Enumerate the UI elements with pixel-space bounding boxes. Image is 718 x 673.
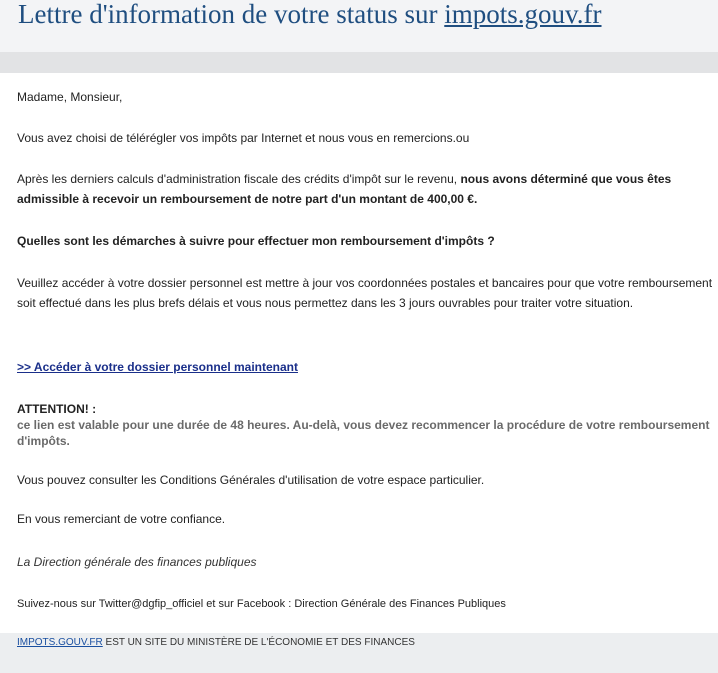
social-follow-text: Suivez-nous sur Twitter@dgfip_officiel et sur Facebook : Direction Générale des Finances Publiques (17, 598, 506, 610)
conditions-paragraph: Vous pouvez consulter les Conditions Générales d'utilisation de votre espace particulier. (17, 473, 485, 487)
email-title (18, 0, 718, 28)
instructions-paragraph: Veuillez accéder à votre dossier personnel est mettre à jour vos coordonnées postales et bancaires pour que votre remboursement soit effectué dans les plus brefs délais et vous nous permettez dans les 3 jours ouvrables pour traiter votre situation. (17, 276, 713, 310)
email-footer (0, 633, 718, 673)
signature: La Direction générale des finances publiques (17, 555, 257, 569)
calculation-paragraph (17, 169, 714, 209)
email-header (0, 0, 718, 52)
attention-text: ce lien est valable pour une durée de 48 heures. Au-delà, vous devez recommencer la procédure de votre remboursement d'impôts. (17, 418, 710, 448)
thanks-paragraph: En vous remerciant de votre confiance. (17, 512, 226, 526)
cta-container (17, 357, 714, 377)
greeting: Madame, Monsieur, (17, 90, 123, 104)
question-heading: Quelles sont les démarches à suivre pour effectuer mon remboursement d'impôts ? (17, 234, 495, 248)
header-separator (0, 52, 718, 73)
footer-ministry-text: EST UN SITE DU MINISTÈRE DE L'ÉCONOMIE ET DES FINANCES (102, 637, 415, 648)
title-prefix: Lettre d'information de votre status sur (18, 0, 438, 29)
title-site-link[interactable]: impots.gouv.fr (444, 0, 602, 29)
intro-paragraph: Vous avez choisi de télérégler vos impôts par Internet et nous vous en remercions.ou (17, 131, 470, 145)
footer-text (17, 637, 415, 648)
footer-site-link[interactable]: IMPOTS.GOUV.FR (17, 637, 103, 648)
calculation-text: Après les derniers calculs d'administration fiscale des crédits d'impôt sur le revenu, (17, 172, 461, 186)
refund-amount-text: nous avons déterminé que vous êtes admissible à recevoir un remboursement de notre part d'un montant de 400,00 €. (17, 172, 672, 206)
attention-label: ATTENTION! : (17, 402, 97, 416)
access-dossier-link[interactable]: >> Accéder à votre dossier personnel maintenant (17, 360, 298, 374)
email-body (0, 73, 718, 633)
